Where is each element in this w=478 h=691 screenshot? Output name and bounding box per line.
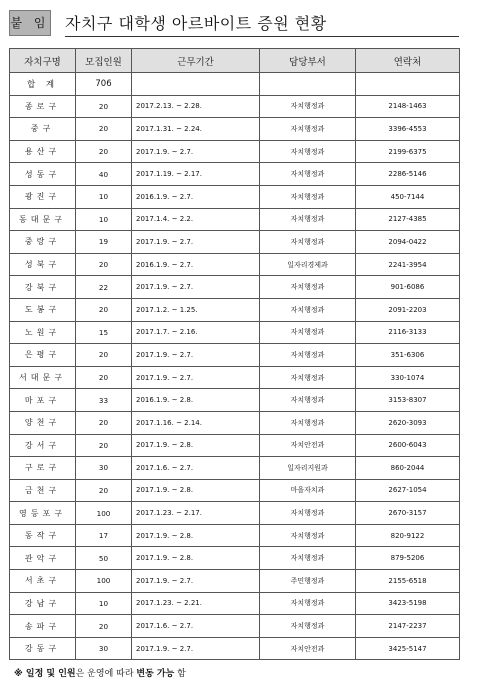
cell-period: 2017.1.9. ~ 2.7.	[132, 140, 260, 163]
table-row	[10, 637, 460, 660]
cell-period: 2017.1.9. ~ 2.7.	[132, 231, 260, 254]
page-header	[9, 10, 459, 36]
recruitment-table	[9, 48, 460, 660]
cell-region: 양천구	[10, 411, 76, 434]
cell-region: 성동구	[10, 163, 76, 186]
cell-region: 관악구	[10, 547, 76, 570]
cell-department: 자치행정과	[260, 140, 356, 163]
table-row	[10, 253, 460, 276]
cell-count: 20	[76, 411, 132, 434]
table-row	[10, 298, 460, 321]
cell-period: 2017.1.23. ~ 2.21.	[132, 592, 260, 615]
cell-period: 2017.1.2. ~ 1.25.	[132, 298, 260, 321]
cell-department: 자치행정과	[260, 298, 356, 321]
cell-region: 중구	[10, 118, 76, 141]
table-row	[10, 547, 460, 570]
cell-period: 2017.1.6. ~ 2.7.	[132, 615, 260, 638]
table-row	[10, 434, 460, 457]
cell-count: 20	[76, 118, 132, 141]
cell-region: 광진구	[10, 185, 76, 208]
table-row	[10, 163, 460, 186]
cell-department: 자치행정과	[260, 411, 356, 434]
cell-department: 자치안전과	[260, 637, 356, 660]
footnote-middle: 은 운영에 따라	[75, 669, 137, 679]
cell-count: 100	[76, 570, 132, 593]
cell-phone: 450-7144	[356, 185, 460, 208]
cell-phone: 3425-5147	[356, 637, 460, 660]
cell-count: 20	[76, 253, 132, 276]
attachment-badge: 붙 임	[9, 10, 51, 36]
table-row	[10, 411, 460, 434]
cell-count: 20	[76, 434, 132, 457]
column-header-contact: 연락처	[356, 49, 460, 73]
cell-period: 2016.1.9. ~ 2.7.	[132, 253, 260, 276]
cell-phone: 3153-8307	[356, 389, 460, 412]
total-count: 706	[76, 73, 132, 96]
cell-period: 2017.1.9. ~ 2.7.	[132, 570, 260, 593]
cell-department: 자치안전과	[260, 434, 356, 457]
cell-department: 마을자치과	[260, 479, 356, 502]
table-row	[10, 95, 460, 118]
cell-phone: 860-2044	[356, 457, 460, 480]
cell-count: 20	[76, 140, 132, 163]
cell-region: 용산구	[10, 140, 76, 163]
cell-department: 자치행정과	[260, 95, 356, 118]
cell-department: 자치행정과	[260, 185, 356, 208]
cell-count: 30	[76, 457, 132, 480]
table-row	[10, 457, 460, 480]
cell-department: 자치행정과	[260, 502, 356, 525]
cell-region: 서초구	[10, 570, 76, 593]
cell-count: 17	[76, 524, 132, 547]
cell-phone: 2155-6518	[356, 570, 460, 593]
cell-count: 10	[76, 208, 132, 231]
cell-department: 자치행정과	[260, 344, 356, 367]
cell-department: 자치행정과	[260, 524, 356, 547]
table-row	[10, 231, 460, 254]
cell-phone: 351-6306	[356, 344, 460, 367]
cell-period: 2017.1.9. ~ 2.7.	[132, 276, 260, 299]
cell-region: 강서구	[10, 434, 76, 457]
cell-department: 자치행정과	[260, 389, 356, 412]
cell-department: 자치행정과	[260, 276, 356, 299]
cell-phone: 2627-1054	[356, 479, 460, 502]
cell-department: 자치행정과	[260, 547, 356, 570]
cell-department: 자치행정과	[260, 321, 356, 344]
table-row	[10, 276, 460, 299]
table-row	[10, 524, 460, 547]
table-row	[10, 389, 460, 412]
cell-phone: 2127-4385	[356, 208, 460, 231]
column-header-period: 근무기간	[132, 49, 260, 73]
cell-period: 2017.1.23. ~ 2.17.	[132, 502, 260, 525]
cell-department: 주민행정과	[260, 570, 356, 593]
cell-phone: 2600-6043	[356, 434, 460, 457]
cell-count: 19	[76, 231, 132, 254]
cell-department: 자치행정과	[260, 592, 356, 615]
cell-phone: 2620-3093	[356, 411, 460, 434]
cell-region: 노원구	[10, 321, 76, 344]
cell-phone: 2091-2203	[356, 298, 460, 321]
cell-count: 20	[76, 298, 132, 321]
cell-period: 2017.1.16. ~ 2.14.	[132, 411, 260, 434]
cell-count: 15	[76, 321, 132, 344]
cell-count: 10	[76, 592, 132, 615]
cell-region: 강남구	[10, 592, 76, 615]
cell-period: 2017.1.6. ~ 2.7.	[132, 457, 260, 480]
cell-period: 2017.1.9. ~ 2.8.	[132, 524, 260, 547]
cell-phone: 3396-4553	[356, 118, 460, 141]
column-header-count: 모집인원	[76, 49, 132, 73]
cell-period: 2017.1.9. ~ 2.8.	[132, 434, 260, 457]
title-underline	[65, 36, 459, 37]
cell-count: 50	[76, 547, 132, 570]
table-row	[10, 140, 460, 163]
table-row	[10, 479, 460, 502]
cell-phone: 330-1074	[356, 366, 460, 389]
column-header-region: 자치구명	[10, 49, 76, 73]
footnote-emphasis: 변동 가능	[136, 669, 175, 679]
cell-phone: 3423-5198	[356, 592, 460, 615]
cell-region: 마포구	[10, 389, 76, 412]
table-row	[10, 502, 460, 525]
cell-period: 2017.1.7. ~ 2.16.	[132, 321, 260, 344]
cell-phone: 2199-6375	[356, 140, 460, 163]
footnote	[14, 666, 186, 679]
cell-period: 2017.2.13. ~ 2.28.	[132, 95, 260, 118]
cell-phone: 2147-2237	[356, 615, 460, 638]
cell-count: 33	[76, 389, 132, 412]
cell-period: 2017.1.9. ~ 2.8.	[132, 547, 260, 570]
cell-region: 구로구	[10, 457, 76, 480]
cell-period: 2017.1.19. ~ 2.17.	[132, 163, 260, 186]
page-title: 자치구 대학생 아르바이트 증원 현황	[65, 14, 327, 33]
table-row	[10, 118, 460, 141]
cell-period: 2017.1.9. ~ 2.7.	[132, 366, 260, 389]
table-row	[10, 570, 460, 593]
cell-period: 2016.1.9. ~ 2.8.	[132, 389, 260, 412]
cell-department: 자치행정과	[260, 118, 356, 141]
table-row	[10, 185, 460, 208]
cell-region: 강동구	[10, 637, 76, 660]
cell-department: 자치행정과	[260, 615, 356, 638]
total-label: 합 계	[10, 73, 76, 96]
cell-count: 30	[76, 637, 132, 660]
cell-count: 40	[76, 163, 132, 186]
footnote-suffix: 함	[174, 669, 186, 679]
cell-period: 2017.1.31. ~ 2.24.	[132, 118, 260, 141]
cell-period: 2017.1.9. ~ 2.8.	[132, 479, 260, 502]
cell-region: 동대문구	[10, 208, 76, 231]
table-row	[10, 615, 460, 638]
cell-phone: 2116-3133	[356, 321, 460, 344]
cell-region: 은평구	[10, 344, 76, 367]
cell-phone: 901-6086	[356, 276, 460, 299]
cell-phone: 879-5206	[356, 547, 460, 570]
cell-period: 2017.1.9. ~ 2.7.	[132, 637, 260, 660]
cell-region: 서대문구	[10, 366, 76, 389]
cell-region: 금천구	[10, 479, 76, 502]
cell-region: 종로구	[10, 95, 76, 118]
total-row	[10, 73, 460, 96]
cell-region: 영등포구	[10, 502, 76, 525]
cell-region: 중랑구	[10, 231, 76, 254]
cell-count: 20	[76, 366, 132, 389]
cell-phone: 2148-1463	[356, 95, 460, 118]
cell-phone: 820-9122	[356, 524, 460, 547]
cell-region: 강북구	[10, 276, 76, 299]
cell-count: 22	[76, 276, 132, 299]
cell-department: 자치행정과	[260, 163, 356, 186]
cell-count: 100	[76, 502, 132, 525]
cell-phone: 2670-3157	[356, 502, 460, 525]
cell-phone: 2094-0422	[356, 231, 460, 254]
cell-count: 20	[76, 95, 132, 118]
table-row	[10, 208, 460, 231]
table-row	[10, 366, 460, 389]
cell-period: 2016.1.9. ~ 2.7.	[132, 185, 260, 208]
cell-region: 도봉구	[10, 298, 76, 321]
table-row	[10, 321, 460, 344]
cell-department: 일자리경제과	[260, 253, 356, 276]
cell-count: 20	[76, 344, 132, 367]
cell-department: 자치행정과	[260, 208, 356, 231]
cell-count: 20	[76, 615, 132, 638]
cell-period: 2017.1.9. ~ 2.7.	[132, 344, 260, 367]
cell-department: 자치행정과	[260, 366, 356, 389]
column-header-department: 담당부서	[260, 49, 356, 73]
table-header-row	[10, 49, 460, 73]
cell-phone: 2241-3954	[356, 253, 460, 276]
cell-department: 일자리지원과	[260, 457, 356, 480]
cell-phone: 2286-5146	[356, 163, 460, 186]
cell-region: 성북구	[10, 253, 76, 276]
cell-count: 10	[76, 185, 132, 208]
cell-region: 송파구	[10, 615, 76, 638]
cell-period: 2017.1.4. ~ 2.2.	[132, 208, 260, 231]
cell-count: 20	[76, 479, 132, 502]
footnote-prefix: ※ 일정 및 인원	[14, 669, 76, 679]
table-row	[10, 592, 460, 615]
cell-region: 동작구	[10, 524, 76, 547]
cell-department: 자치행정과	[260, 231, 356, 254]
table-row	[10, 344, 460, 367]
